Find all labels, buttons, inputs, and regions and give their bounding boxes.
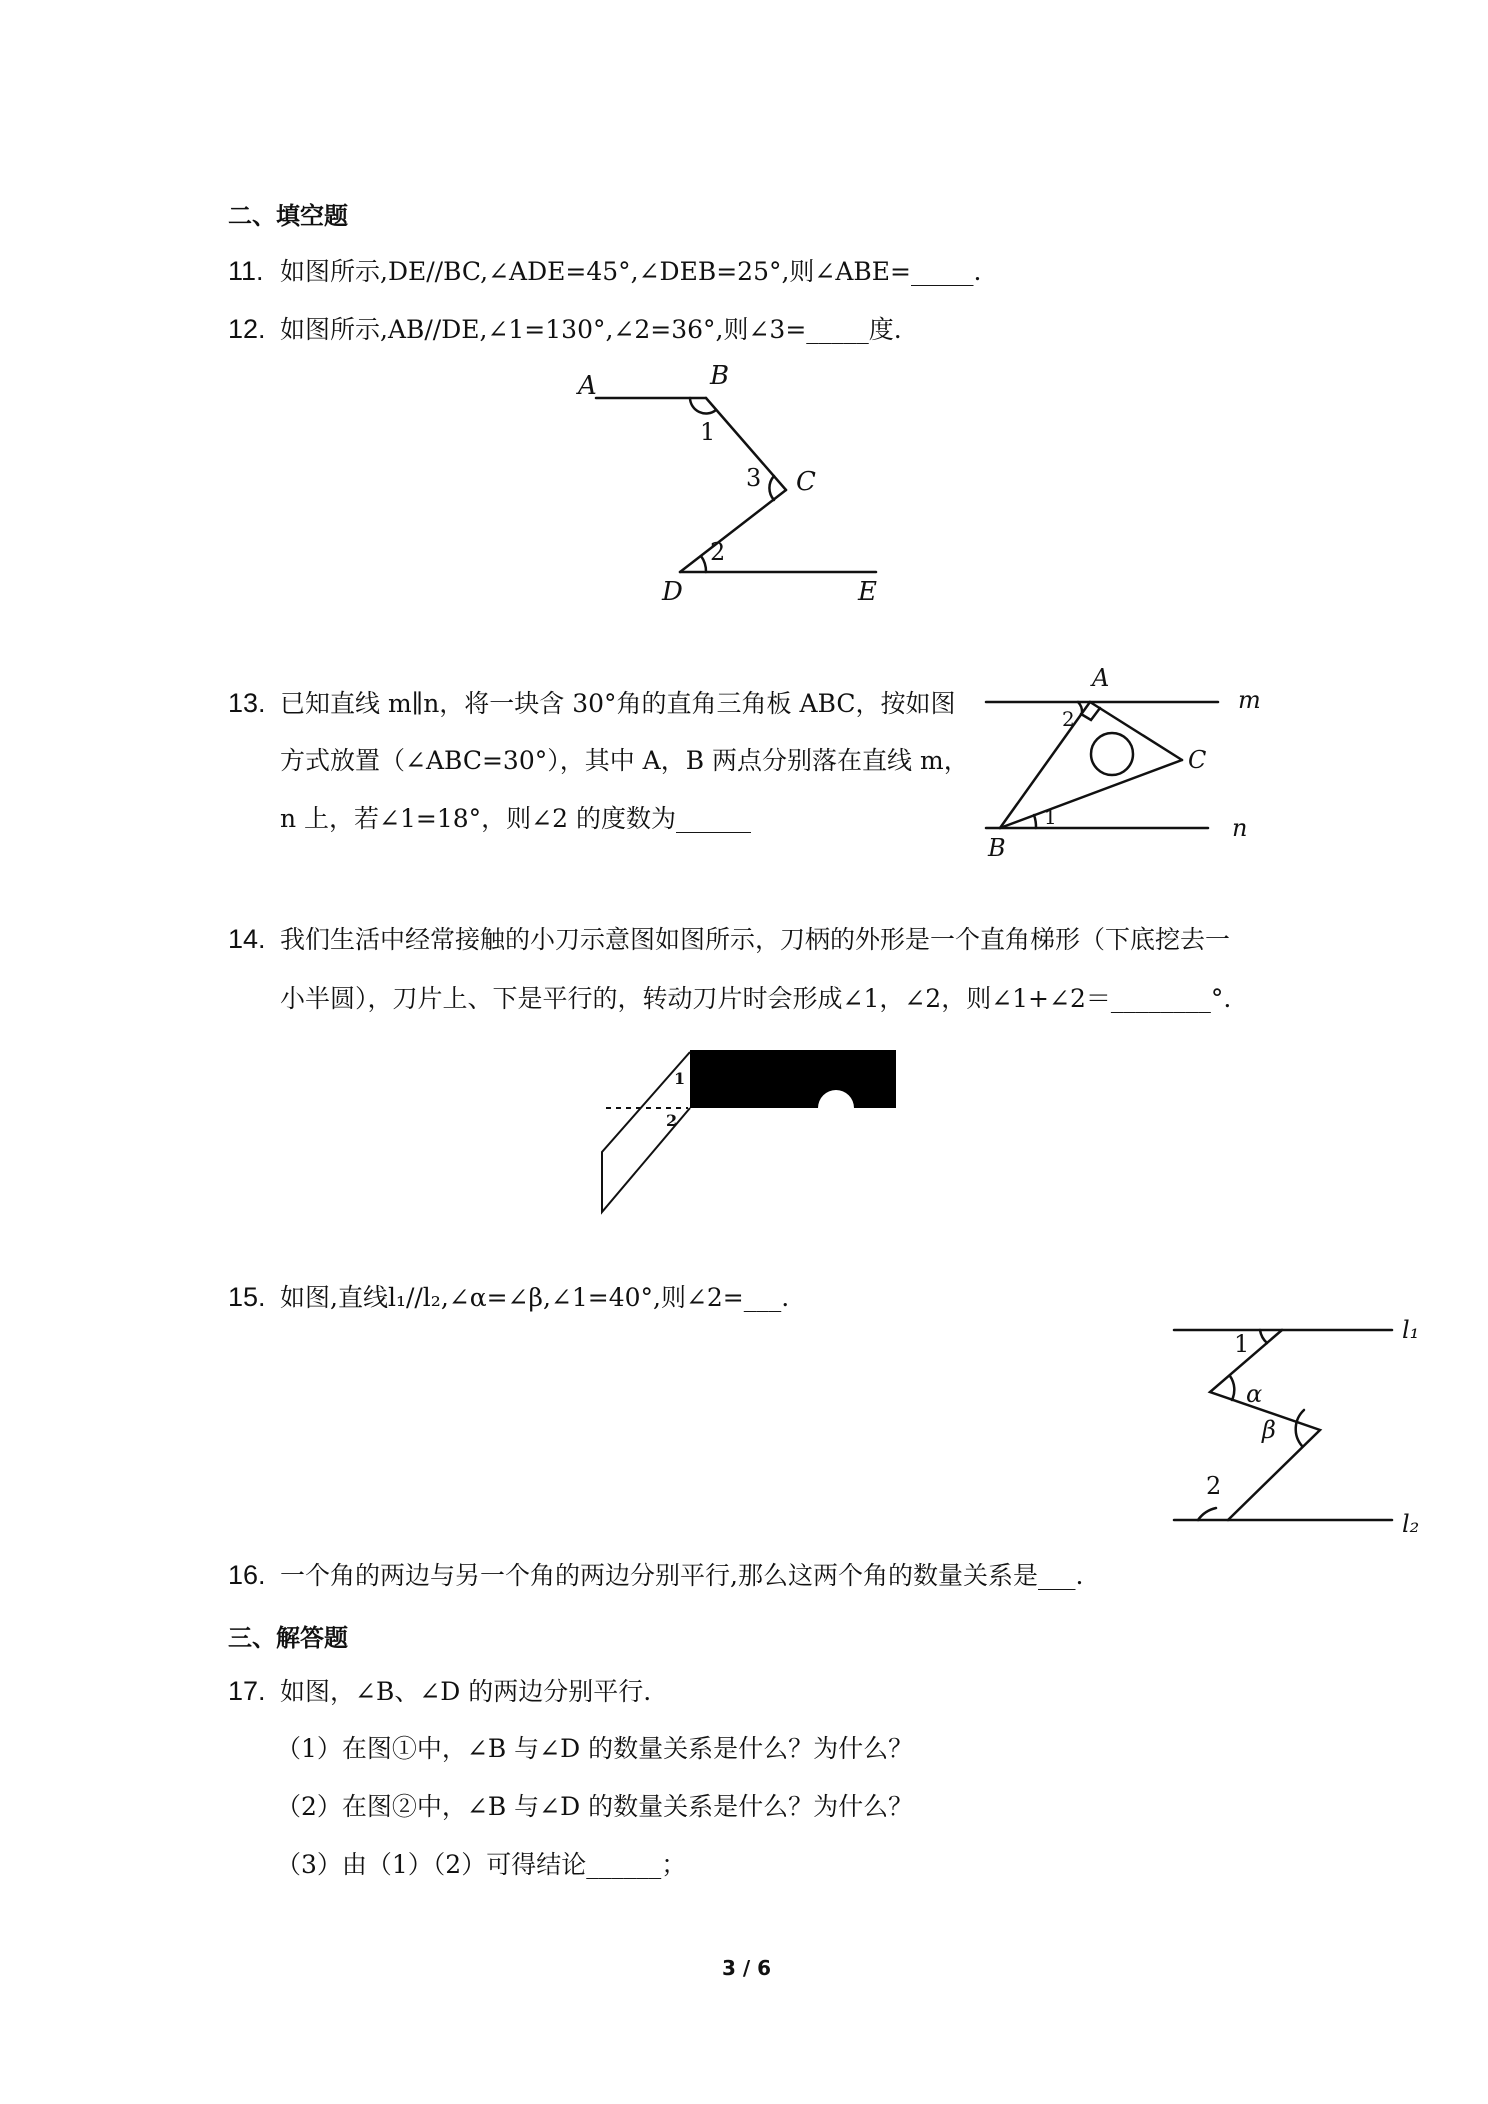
question-11 [228, 254, 981, 289]
angle-alpha-arc [1230, 1376, 1234, 1400]
label-angle-2: 2 [1062, 707, 1075, 731]
label-angle-1: 1 [1044, 805, 1057, 829]
label-alpha: α [1246, 1380, 1263, 1408]
side-bc [1000, 760, 1182, 828]
label-angle-2: 2 [1206, 1472, 1222, 1500]
question-13 [228, 686, 956, 721]
question-text: 一个角的两边与另一个角的两边分别平行,那么这两个角的数量关系是___. [280, 1561, 1084, 1590]
question-number: 17. [228, 1676, 266, 1706]
label-angle-1: 1 [674, 1069, 686, 1088]
label-c: C [796, 467, 816, 497]
label-e: E [858, 577, 877, 607]
figure-q13 [980, 664, 1270, 864]
question-12 [228, 312, 902, 347]
question-number: 13. [228, 688, 266, 718]
label-a: A [578, 371, 597, 401]
question-number: 16. [228, 1560, 266, 1590]
label-l2: l₂ [1402, 1510, 1420, 1538]
figure-q12 [570, 360, 910, 620]
question-text-line-1: 已知直线 m∥n，将一块含 30°角的直角三角板 ABC，按如图 [280, 689, 956, 718]
question-number: 12. [228, 314, 266, 344]
question-text: 如图,直线l₁//l₂,∠α=∠β,∠1=40°,则∠2=___. [280, 1283, 790, 1312]
figure-q15 [1170, 1308, 1440, 1558]
label-m: m [1238, 686, 1261, 714]
question-14-line-2: 小半圆），刀片上、下是平行的，转动刀片时会形成∠1，∠2，则∠1+∠2＝________°. [280, 984, 1232, 1013]
label-c: C [1188, 746, 1207, 774]
label-n: n [1232, 814, 1248, 842]
page-number: 3 / 6 [722, 1956, 772, 1980]
angle-1-arc [1034, 815, 1036, 828]
triangle-hole [1091, 733, 1133, 775]
knife-handle [690, 1050, 896, 1108]
section-heading-answer: 三、解答题 [228, 1624, 348, 1652]
label-b: B [988, 834, 1006, 862]
question-14 [228, 922, 1230, 957]
label-angle-3: 3 [746, 464, 762, 492]
question-number: 11. [228, 256, 264, 286]
question-text: 如图所示,AB//DE,∠1=130°,∠2=36°,则∠3=_____度. [280, 315, 902, 344]
question-text: 如图，∠B、∠D 的两边分别平行. [280, 1677, 652, 1706]
angle-3-arc [769, 476, 774, 500]
question-17 [228, 1674, 651, 1709]
label-angle-2: 2 [710, 538, 726, 566]
label-angle-1: 1 [1234, 1330, 1250, 1358]
segment-cd [680, 490, 786, 572]
side-ac [1090, 702, 1182, 760]
angle-2-arc [1198, 1508, 1216, 1520]
label-d: D [662, 577, 683, 607]
question-text: 如图所示,DE//BC,∠ADE=45°,∠DEB=25°,则∠ABE=_____. [280, 257, 982, 286]
label-beta: β [1262, 1416, 1276, 1444]
figure-q14 [600, 1040, 910, 1220]
question-text-line-1: 我们生活中经常接触的小刀示意图如图所示，刀柄的外形是一个直角梯形（下底挖去一 [280, 925, 1231, 954]
question-15 [228, 1280, 789, 1315]
label-angle-2: 2 [666, 1111, 678, 1130]
question-17-part-2: （2）在图②中，∠B 与∠D 的数量关系是什么？为什么？ [276, 1792, 914, 1821]
question-17-part-1: （1）在图①中，∠B 与∠D 的数量关系是什么？为什么？ [276, 1734, 914, 1763]
angle-2-arc [1078, 702, 1082, 713]
angle-beta-arc [1296, 1410, 1304, 1446]
question-number: 15. [228, 1282, 266, 1312]
label-a: A [1092, 664, 1110, 692]
label-b: B [710, 361, 730, 391]
label-l1: l₁ [1402, 1316, 1420, 1344]
label-angle-1: 1 [700, 418, 716, 446]
question-16 [228, 1558, 1083, 1593]
section-heading-fill: 二、填空题 [228, 202, 348, 230]
angle-1-arc [1260, 1330, 1267, 1343]
angle-2-arc [701, 556, 706, 572]
question-13-line-2: 方式放置（∠ABC=30°），其中 A，B 两点分别落在直线 m， [280, 746, 969, 775]
question-17-part-3: （3）由（1）（2）可得结论______； [276, 1850, 687, 1879]
question-13-line-3: n 上，若∠1=18°，则∠2 的度数为______ [280, 804, 751, 833]
question-number: 14. [228, 924, 266, 954]
